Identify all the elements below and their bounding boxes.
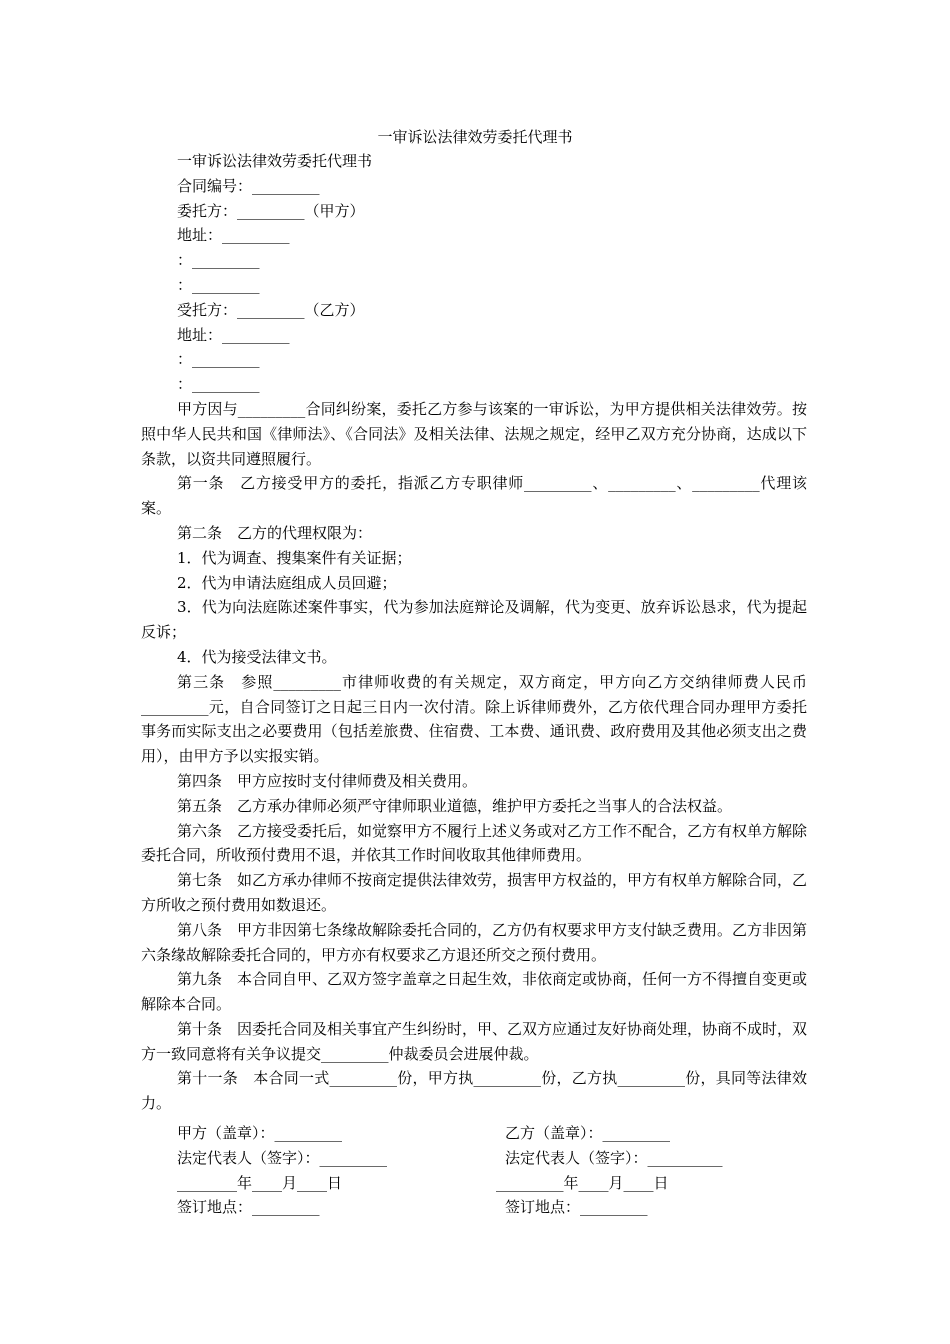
agent-address: 地址：_________ <box>177 325 290 344</box>
agent-party: 受托方：_________（乙方） <box>177 300 365 319</box>
article-7: 第七条 如乙方承办律师不按商定提供法律效劳，损害甲方权益的，甲方有权单方解除合同，乙方所收之预付费用如数退还。 <box>141 871 808 914</box>
article-2-item-1: 1．代为调查、搜集案件有关证据； <box>177 548 412 567</box>
party-b-date: _________年____月____日 <box>496 1173 669 1192</box>
subtitle: 一审诉讼法律效劳委托代理书 <box>177 152 373 170</box>
place-row <box>141 1195 807 1220</box>
preamble-paragraph: 甲方因与_________合同纠纷案，委托乙方参与该案的一审诉讼，为甲方提供相关法律效劳。按照中华人民共和国《律师法》、《合同法》及相关法律、法规之规定，经甲乙双方充分协商，达成以下条款，以资共同遵照履行。 <box>141 399 807 468</box>
document-title: 一审诉讼法律效劳委托代理书 <box>377 128 573 146</box>
document-body <box>141 149 807 1116</box>
client-field-1: ：_________ <box>177 251 260 270</box>
article-2: 第二条 乙方的代理权限为： <box>177 523 373 542</box>
article-1: 第一条 乙方接受甲方的委托，指派乙方专职律师_________、_________、_________代理该案。 <box>141 474 807 518</box>
article-2-item-3: 3．代为向法庭陈述案件事实，代为参加法庭辩论及调解，代为变更、放弃诉讼恳求，代为提起反诉； <box>141 598 807 642</box>
client-party: 委托方：_________（甲方） <box>177 201 365 220</box>
client-address: 地址：_________ <box>177 226 290 245</box>
party-a-date: ________年____月____日 <box>177 1173 343 1192</box>
article-11: 第十一条 本合同一式_________份，甲方执_________份，乙方执_________份，具同等法律效力。 <box>141 1069 807 1113</box>
article-9: 第九条 本合同自甲、乙双方签字盖章之日起生效，非依商定或协商，任何一方不得擅自变更或解除本合同。 <box>141 970 808 1014</box>
party-a-seal: 甲方（盖章）：_________ <box>177 1124 343 1142</box>
article-3: 第三条 参照_________市律师收费的有关规定，双方商定，甲方向乙方交纳律师费人民币_________元，自合同签订之日起三日内一次付清。除上诉律师费外，乙方依代理合同办理甲方委托事务而实际支出之必要费用（包括差旅费、住宿费、工本费、通讯费、政府费用及其他必须支出之费用），由甲方予以实报实销。 <box>141 672 807 766</box>
article-2-item-2: 2．代为申请法庭组成人员回避； <box>177 573 397 592</box>
article-2-item-4: 4．代为接受法律文书。 <box>177 647 337 666</box>
party-b-place: 签订地点：_________ <box>505 1198 648 1217</box>
signature-block <box>141 1121 807 1220</box>
date-row <box>141 1171 807 1196</box>
party-b-representative: 法定代表人（签字）：__________ <box>505 1148 723 1167</box>
party-a-place: 签订地点：_________ <box>177 1198 320 1217</box>
article-10: 第十条 因委托合同及相关事宜产生纠纷时，甲、乙双方应通过友好协商处理，协商不成时，双方一致同意将有关争议提交_________仲裁委员会进展仲裁。 <box>141 1019 808 1063</box>
article-6: 第六条 乙方接受委托后，如觉察甲方不履行上述义务或对乙方工作不配合，乙方有权单方解除委托合同，所收预付费用不退，并依其工作时间收取其他律师费用。 <box>141 821 808 865</box>
agent-field-1: ：_________ <box>177 350 260 369</box>
agent-field-2: ：_________ <box>177 375 260 394</box>
seal-row <box>141 1121 807 1146</box>
client-field-2: ：_________ <box>177 275 260 294</box>
article-5: 第五条 乙方承办律师必须严守律师职业道德，维护甲方委托之当事人的合法权益。 <box>177 796 733 815</box>
contract-number: 合同编号：_________ <box>177 176 320 195</box>
article-8: 第八条 甲方非因第七条缘故解除委托合同的，乙方仍有权要求甲方支付缺乏费用。乙方非因第六条缘故解除委托合同的，甲方亦有权要求乙方退还所交之预付费用。 <box>141 920 808 964</box>
article-4: 第四条 甲方应按时支付律师费及相关费用。 <box>177 771 478 790</box>
party-a-representative: 法定代表人（签字）：_________ <box>177 1148 388 1167</box>
party-b-seal: 乙方（盖章）：_________ <box>505 1124 671 1142</box>
representative-row <box>141 1146 807 1171</box>
